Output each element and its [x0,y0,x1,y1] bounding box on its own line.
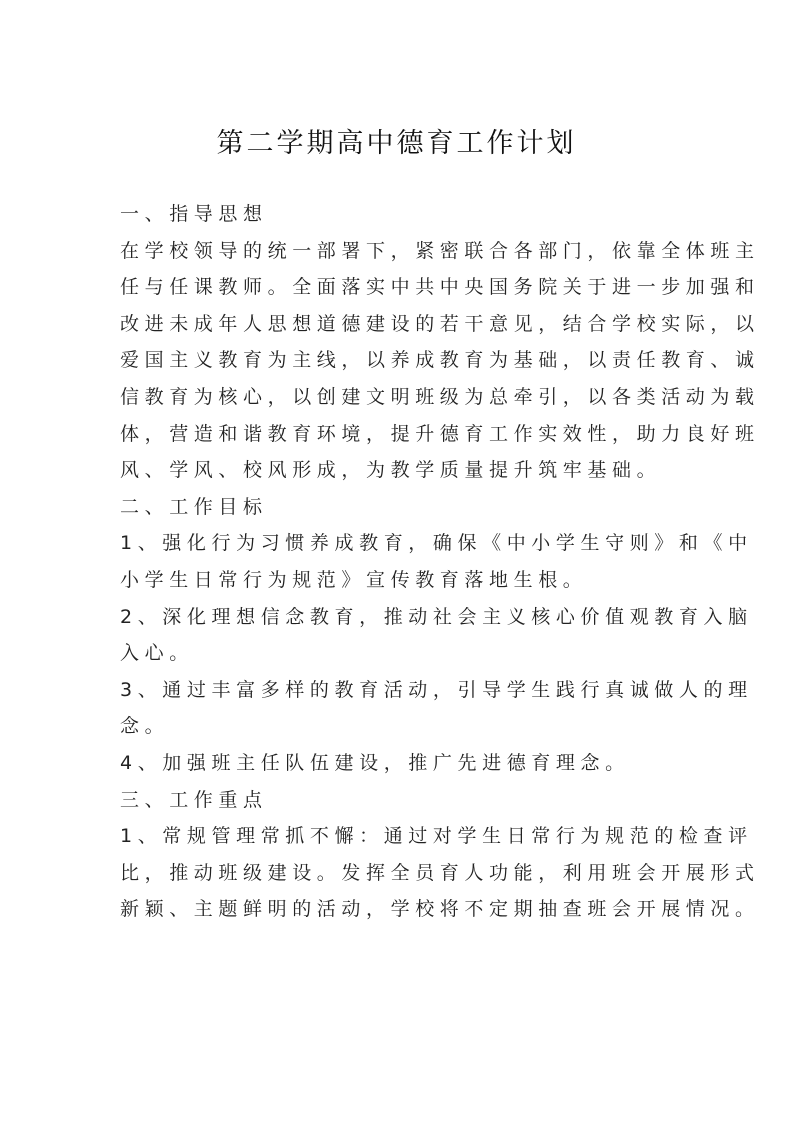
paragraph-line: 体，营造和谐教育环境，提升德育工作实效性，助力良好班 [120,422,760,445]
paragraph-line: 任与任课教师。全面落实中共中央国务院关于进一步加强和 [120,276,760,299]
goal-item-3-continued: 念。 [120,715,170,738]
goal-item-2-continued: 入心。 [120,642,194,665]
paragraph-line: 爱国主义教育为主线，以养成教育为基础，以责任教育、诚 [120,349,760,372]
focus-item-1-continued: 新颖、主题鲜明的活动，学校将不定期抽查班会开展情况。 [120,898,760,921]
focus-item-1-continued: 比，推动班级建设。发挥全员育人功能，利用班会开展形式 [120,861,760,884]
goal-item-2: 2、深化理想信念教育，推动社会主义核心价值观教育入脑 [120,605,753,628]
goal-item-4: 4、加强班主任队伍建设，推广先进德育理念。 [120,751,630,774]
section-heading-guiding-ideology: 一、指导思想 [120,203,268,225]
section-heading-work-goals: 二、工作目标 [120,495,268,518]
paragraph-line: 信教育为核心，以创建文明班级为总牵引，以各类活动为载 [120,385,760,408]
document-body [120,196,760,928]
paragraph-line: 风、学风、校风形成，为教学质量提升筑牢基础。 [120,459,662,482]
document-title: 第二学期高中德育工作计划 [216,128,577,159]
goal-item-3: 3、通过丰富多样的教育活动，引导学生践行真诚做人的理 [120,678,753,701]
focus-item-1: 1、常规管理常抓不懈：通过对学生日常行为规范的检查评 [120,825,753,848]
paragraph-line: 在学校领导的统一部署下，紧密联合各部门，依靠全体班主 [120,239,760,262]
goal-item-1-continued: 小学生日常行为规范》宣传教育落地生根。 [120,568,588,591]
section-heading-work-focus: 三、工作重点 [120,788,268,811]
paragraph-line: 改进未成年人思想道德建设的若干意见，结合学校实际，以 [120,312,760,335]
goal-item-1: 1、强化行为习惯养成教育，确保《中小学生守则》和《中 [120,532,753,555]
